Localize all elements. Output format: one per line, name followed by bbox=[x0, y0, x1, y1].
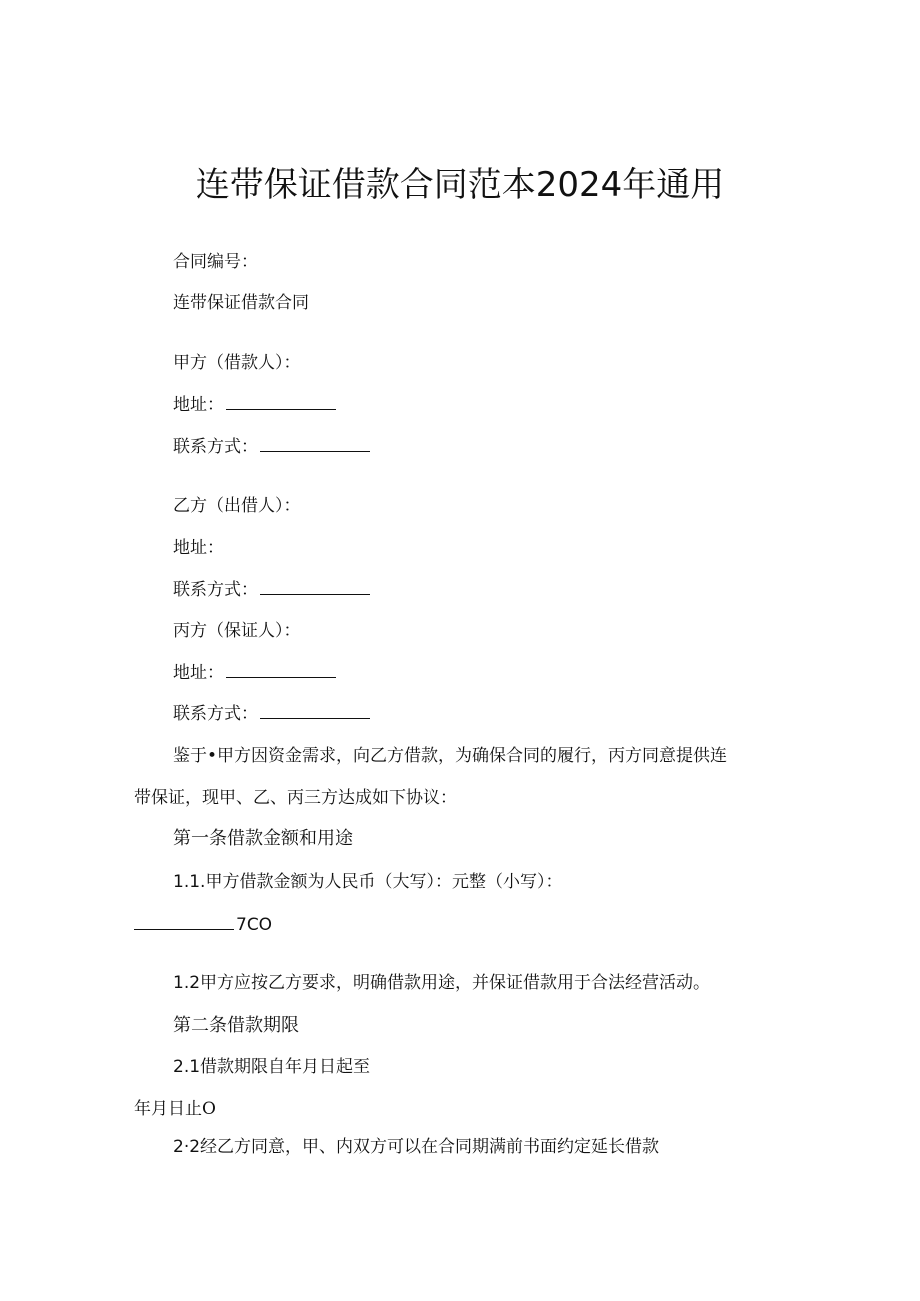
clause-2-1-continuation: 年月日止O bbox=[134, 1099, 216, 1119]
article-1-heading: 第一条借款金额和用途 bbox=[173, 828, 353, 849]
party-c-label: 丙方（保证人）： bbox=[173, 621, 301, 641]
clause-1-1-amount: 7CO bbox=[236, 915, 273, 935]
party-b-contact-label: 联系方式： bbox=[173, 580, 258, 600]
clause-2-1 bbox=[173, 1054, 370, 1080]
article-2-heading: 第二条借款期限 bbox=[173, 1015, 299, 1036]
contract-number-label: 合同编号： bbox=[173, 252, 258, 272]
clause-2-2-text: 经乙方同意，甲、内双方可以在合同期满前书面约定延长借款 bbox=[200, 1137, 660, 1157]
document-title: 连带保证借款合同范本2024年通用 bbox=[195, 165, 725, 205]
party-c-address-label: 地址： bbox=[173, 663, 224, 683]
party-b-address bbox=[173, 535, 224, 561]
party-a-label: 甲方（借款人）： bbox=[173, 353, 301, 373]
clause-1-2-text: 甲方应按乙方要求，明确借款用途，并保证借款用于合法经营活动。 bbox=[200, 973, 711, 993]
party-a-address-blank bbox=[226, 393, 336, 410]
clause-2-2 bbox=[173, 1134, 659, 1160]
party-b-contact bbox=[173, 577, 370, 603]
party-a-address-label: 地址： bbox=[173, 395, 224, 415]
party-c-address bbox=[173, 660, 336, 686]
preamble-line-2: 带保证，现甲、乙、丙三方达成如下协议： bbox=[134, 788, 457, 808]
party-b-address-label: 地址： bbox=[173, 538, 224, 558]
party-a-address bbox=[173, 392, 336, 418]
party-b-contact-blank bbox=[260, 578, 370, 595]
preamble-line-1: 鉴于•甲方因资金需求，向乙方借款，为确保合同的履行，丙方同意提供连 bbox=[173, 746, 728, 766]
party-a-contact bbox=[173, 434, 370, 460]
party-c-contact bbox=[173, 701, 370, 727]
clause-1-2 bbox=[173, 970, 710, 996]
clause-1-1-number: 1.1. bbox=[173, 872, 206, 892]
contract-name: 连带保证借款合同 bbox=[173, 293, 309, 313]
clause-2-1-number: 2.1 bbox=[173, 1057, 201, 1077]
party-a-contact-label: 联系方式： bbox=[173, 437, 258, 457]
clause-2-2-number: 2·2 bbox=[173, 1137, 201, 1157]
party-c-contact-label: 联系方式： bbox=[173, 704, 258, 724]
party-a-contact-blank bbox=[260, 435, 370, 452]
clause-1-1 bbox=[173, 869, 562, 895]
party-b-label: 乙方（出借人）： bbox=[173, 496, 301, 516]
clause-1-2-number: 1.2 bbox=[173, 973, 201, 993]
clause-2-1-text: 借款期限自年月日起至 bbox=[200, 1057, 371, 1077]
party-c-contact-blank bbox=[260, 702, 370, 719]
clause-1-1-text: 甲方借款金额为人民币（大写）：元整（小写）： bbox=[205, 872, 563, 892]
party-c-address-blank bbox=[226, 661, 336, 678]
clause-1-1-amount-line bbox=[134, 912, 272, 938]
clause-1-1-amount-blank bbox=[134, 913, 234, 930]
